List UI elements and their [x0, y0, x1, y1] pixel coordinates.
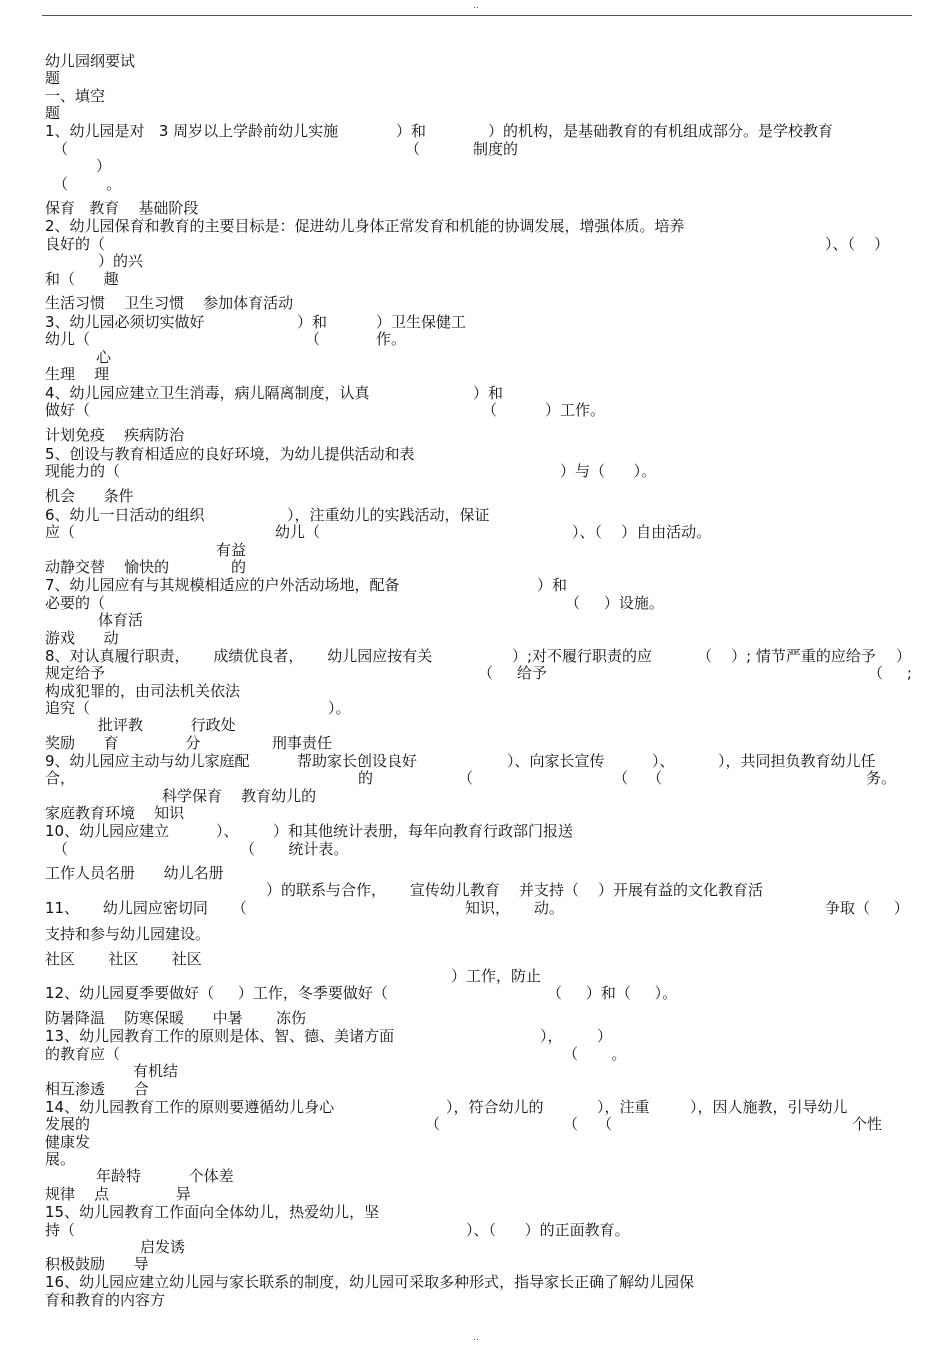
question-13-text: ）， [540, 1027, 563, 1045]
question-5-text: 现能力的（ [45, 462, 121, 480]
question-1-blank: （ [405, 140, 421, 158]
question-9-text: ），共同担负教育幼儿任 [718, 752, 876, 770]
question-10-text: 10、幼儿园应建立 [45, 822, 170, 840]
question-9-text: 务。 [866, 769, 897, 787]
header-rule [42, 15, 912, 16]
question-6-text: 有益 [216, 541, 247, 559]
question-1-text: ）和 [396, 122, 427, 140]
question-10-answer: 工作人员名册 幼儿名册 [45, 864, 224, 882]
question-3-text: ）和 [297, 313, 328, 331]
question-11-text: 支持和参与幼儿园建设。 [45, 925, 211, 943]
question-10-text: （ 统计表。 [240, 840, 349, 858]
header-dots: .. [473, 1, 479, 11]
question-12-answer: 防暑降温 防寒保暖 中暑 冻伤 [45, 1009, 307, 1027]
question-3-text: 心 [96, 348, 112, 366]
question-3-text: ）卫生保健工 [376, 313, 467, 331]
question-12-text: 12、幼儿园夏季要做好（ ）工作，冬季要做好（ [45, 984, 388, 1002]
question-8-text: （ 给予 [478, 664, 547, 682]
doc-title-line2: 题 [45, 69, 61, 87]
question-1-blank: （ 。 [53, 175, 122, 193]
question-11-text: 11、 幼儿园应密切同 （ [45, 899, 247, 917]
question-16-text: 育和教育的内容方 [45, 1291, 166, 1309]
question-7-blank: （ ）设施。 [565, 594, 664, 612]
question-3-text: 幼儿（ [45, 330, 91, 348]
question-8-text: 构成犯罪的，由司法机关依法 [45, 682, 241, 700]
question-13-blank: ） [597, 1027, 613, 1045]
question-5-blank: ）与（ ）。 [560, 462, 657, 480]
question-7-text: 必要的（ [45, 594, 106, 612]
question-1-text: 1、幼儿园是对 3 周岁以上学龄前幼儿实施 [45, 122, 339, 140]
question-16-text: 16、幼儿园应建立幼儿园与家长联系的制度，幼儿园可采取多种形式，指导家长正确了解幼儿园保 [45, 1273, 695, 1291]
question-7-text: ）和 [537, 576, 568, 594]
question-2-blank: ）、（ ） [825, 235, 890, 253]
question-9-text: ）、 [652, 752, 675, 770]
question-13-text: 13、幼儿园教育工作的原则是体、智、德、美诸方面 [45, 1027, 395, 1045]
question-7-answer: 游戏 动 [45, 629, 119, 647]
question-15-text: 持（ [45, 1221, 76, 1239]
question-2-text: 良好的（ [45, 235, 106, 253]
question-12-blank: （ ）和（ ）。 [547, 984, 678, 1002]
question-9-text: 帮助家长创设良好 [297, 752, 418, 770]
question-4-text: 4、幼儿园应建立卫生消毒，病儿隔离制度，认真 [45, 384, 370, 402]
question-6-text: 6、幼儿一日活动的组织 [45, 506, 205, 524]
question-13-answer: 有机结 [133, 1062, 179, 1080]
question-14-text: 14、幼儿园教育工作的原则要遵循幼儿身心 [45, 1098, 335, 1116]
question-6-text: 幼儿（ [275, 523, 321, 541]
question-5-answer: 机会 条件 [45, 487, 134, 505]
question-1-blank: ） [96, 157, 112, 175]
question-12-text: ）工作，防止 [451, 967, 542, 985]
question-8-blank: （ ; [868, 664, 912, 682]
question-8-text: （ ）; 情节严重的应给予 [697, 647, 876, 665]
question-4-answer: 计划免疫 疾病防治 [45, 426, 185, 444]
question-13-text: 的教育应（ [45, 1045, 121, 1063]
question-9-text: 合， [45, 769, 76, 787]
question-8-text: 追究（ [45, 699, 91, 717]
question-14-text: 展。 [45, 1150, 76, 1168]
question-10-blank: （ [53, 840, 69, 858]
question-11-text: 知识， 动。 [465, 899, 564, 917]
question-14-answer: 规律 点 异 [45, 1185, 191, 1203]
question-15-blank: ）、（ ）的正面教育。 [466, 1221, 630, 1239]
question-7-text: 7、幼儿园应有与其规模相适应的户外活动场地，配备 [45, 576, 400, 594]
question-6-text: ），注重幼儿的实践活动，保证 [287, 506, 490, 524]
question-8-text: ）;对不履行职责的应 [512, 647, 653, 665]
question-2-text: 2、幼儿园保育和教育的主要目标是：促进幼儿身体正常发育和机能的协调发展，增强体质。培养 [45, 217, 685, 235]
question-2-text: ）的兴 [98, 252, 144, 270]
question-14-text: 健康发 [45, 1133, 91, 1151]
question-14-blank: （ （ [563, 1115, 613, 1133]
question-10-text: ）和其他统计表册，每年向教育行政部门报送 [273, 822, 574, 840]
question-6-text: 应（ [45, 523, 76, 541]
question-11-text: ）的联系与合作， 宣传幼儿教育 并支持（ ）开展有益的文化教育活 [266, 881, 763, 899]
question-10-text: ）、 [216, 822, 239, 840]
question-8-answer: 批评教 行政处 [98, 716, 236, 734]
question-15-text: 15、幼儿园教育工作面向全体幼儿，热爱幼儿，坚 [45, 1203, 380, 1221]
question-2-text: 和（ 趣 [45, 270, 119, 288]
question-6-answer: 动静交替 愉快的 的 [45, 558, 247, 576]
question-8-blank: ） [896, 647, 912, 665]
question-1-answer: 保育 教育 基础阶段 [45, 199, 199, 217]
question-9-blank: （ （ [613, 769, 663, 787]
question-14-text: 发展的 [45, 1115, 91, 1133]
question-9-answer: 家庭教育环境 知识 [45, 804, 185, 822]
question-9-text: 的 [358, 769, 374, 787]
question-4-text: ）和 [473, 384, 504, 402]
question-6-blank: ）、（ ）自由活动。 [572, 523, 712, 541]
question-15-answer: 积极鼓励 导 [45, 1255, 149, 1273]
question-13-blank: （ 。 [563, 1045, 627, 1063]
question-8-answer: 奖励 育 分 刑事责任 [45, 734, 332, 752]
question-1-text: ）的机构，是基础教育的有机组成部分。是学校教育 [488, 122, 834, 140]
question-4-text: 做好（ [45, 401, 91, 419]
question-9-answer: 科学保育 教育幼儿的 [162, 787, 317, 805]
doc-title-line1: 幼儿园纲要试 [45, 52, 136, 70]
question-14-text: ），因人施教，引导幼儿 [690, 1098, 848, 1116]
question-3-text: 3、幼儿园必须切实做好 [45, 313, 205, 331]
question-3-answer: 生理 理 [45, 365, 110, 383]
question-7-text: 体育活 [98, 611, 144, 629]
question-2-answer: 生活习惯 卫生习惯 参加体育活动 [45, 294, 294, 312]
question-3-text: 作。 [376, 330, 407, 348]
footer-dots: .. [473, 1333, 479, 1343]
question-11-text: 争取（ ） [825, 899, 909, 917]
question-14-text: ），注重 [597, 1098, 650, 1116]
question-1-blank: （ [53, 140, 69, 158]
question-8-text: 规定给予 [45, 664, 106, 682]
question-4-text: ）工作。 [545, 401, 606, 419]
question-14-answer: 年龄特 个体差 [96, 1167, 234, 1185]
question-14-text: 个性 [852, 1115, 883, 1133]
question-14-text: ），符合幼儿的 [446, 1098, 544, 1116]
question-5-text: 5、创设与教育相适应的良好环境，为幼儿提供活动和表 [45, 445, 415, 463]
question-11-answer: 社区 社区 社区 [45, 950, 202, 968]
question-15-answer: 启发诱 [140, 1238, 186, 1256]
question-9-text: ）、向家长宣传 [507, 752, 605, 770]
question-14-blank: （ [425, 1115, 441, 1133]
question-9-text: 9、幼儿园应主动与幼儿家庭配 [45, 752, 250, 770]
section-heading-line2: 题 [45, 104, 61, 122]
question-9-blank: （ [458, 769, 474, 787]
question-8-text: 8、对认真履行职责， 成绩优良者， 幼儿园应按有关 [45, 647, 433, 665]
question-8-blank: ）。 [328, 699, 351, 717]
question-13-answer: 相互渗透 合 [45, 1080, 149, 1098]
question-3-blank: （ [305, 330, 321, 348]
question-4-blank: （ [482, 401, 498, 419]
question-1-text: 制度的 [473, 140, 519, 158]
section-heading-line1: 一、填空 [45, 87, 106, 105]
